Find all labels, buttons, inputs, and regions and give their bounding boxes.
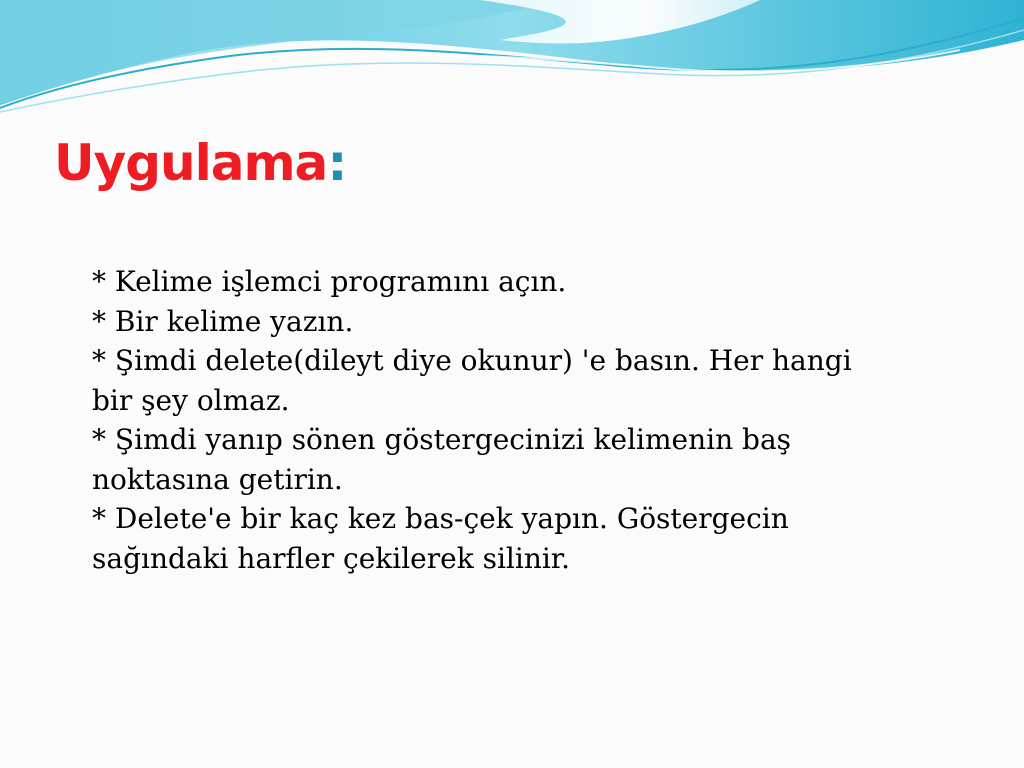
body-line: * Delete'e bir kaç kez bas-çek yapın. Göstergecin	[92, 502, 789, 535]
slide-title	[54, 128, 346, 198]
body-line: * Bir kelime yazın.	[92, 304, 354, 338]
body-line: * Şimdi yanıp sönen göstergecinizi kelimenin baş	[92, 423, 792, 456]
title-text: Uygulama	[54, 134, 328, 192]
body-line: * Kelime işlemci programını açın.	[92, 265, 567, 298]
body-line: noktasına getirin.	[92, 462, 343, 496]
header-wave-decoration	[0, 0, 1024, 120]
slide-body	[92, 262, 952, 578]
body-line: sağındaki harfler çekilerek silinir.	[92, 541, 571, 575]
title-colon: :	[327, 134, 347, 192]
body-line: * Şimdi delete(dileyt diye okunur) 'e basın. Her hangi	[92, 344, 852, 377]
body-line: bir şey olmaz.	[92, 383, 290, 417]
